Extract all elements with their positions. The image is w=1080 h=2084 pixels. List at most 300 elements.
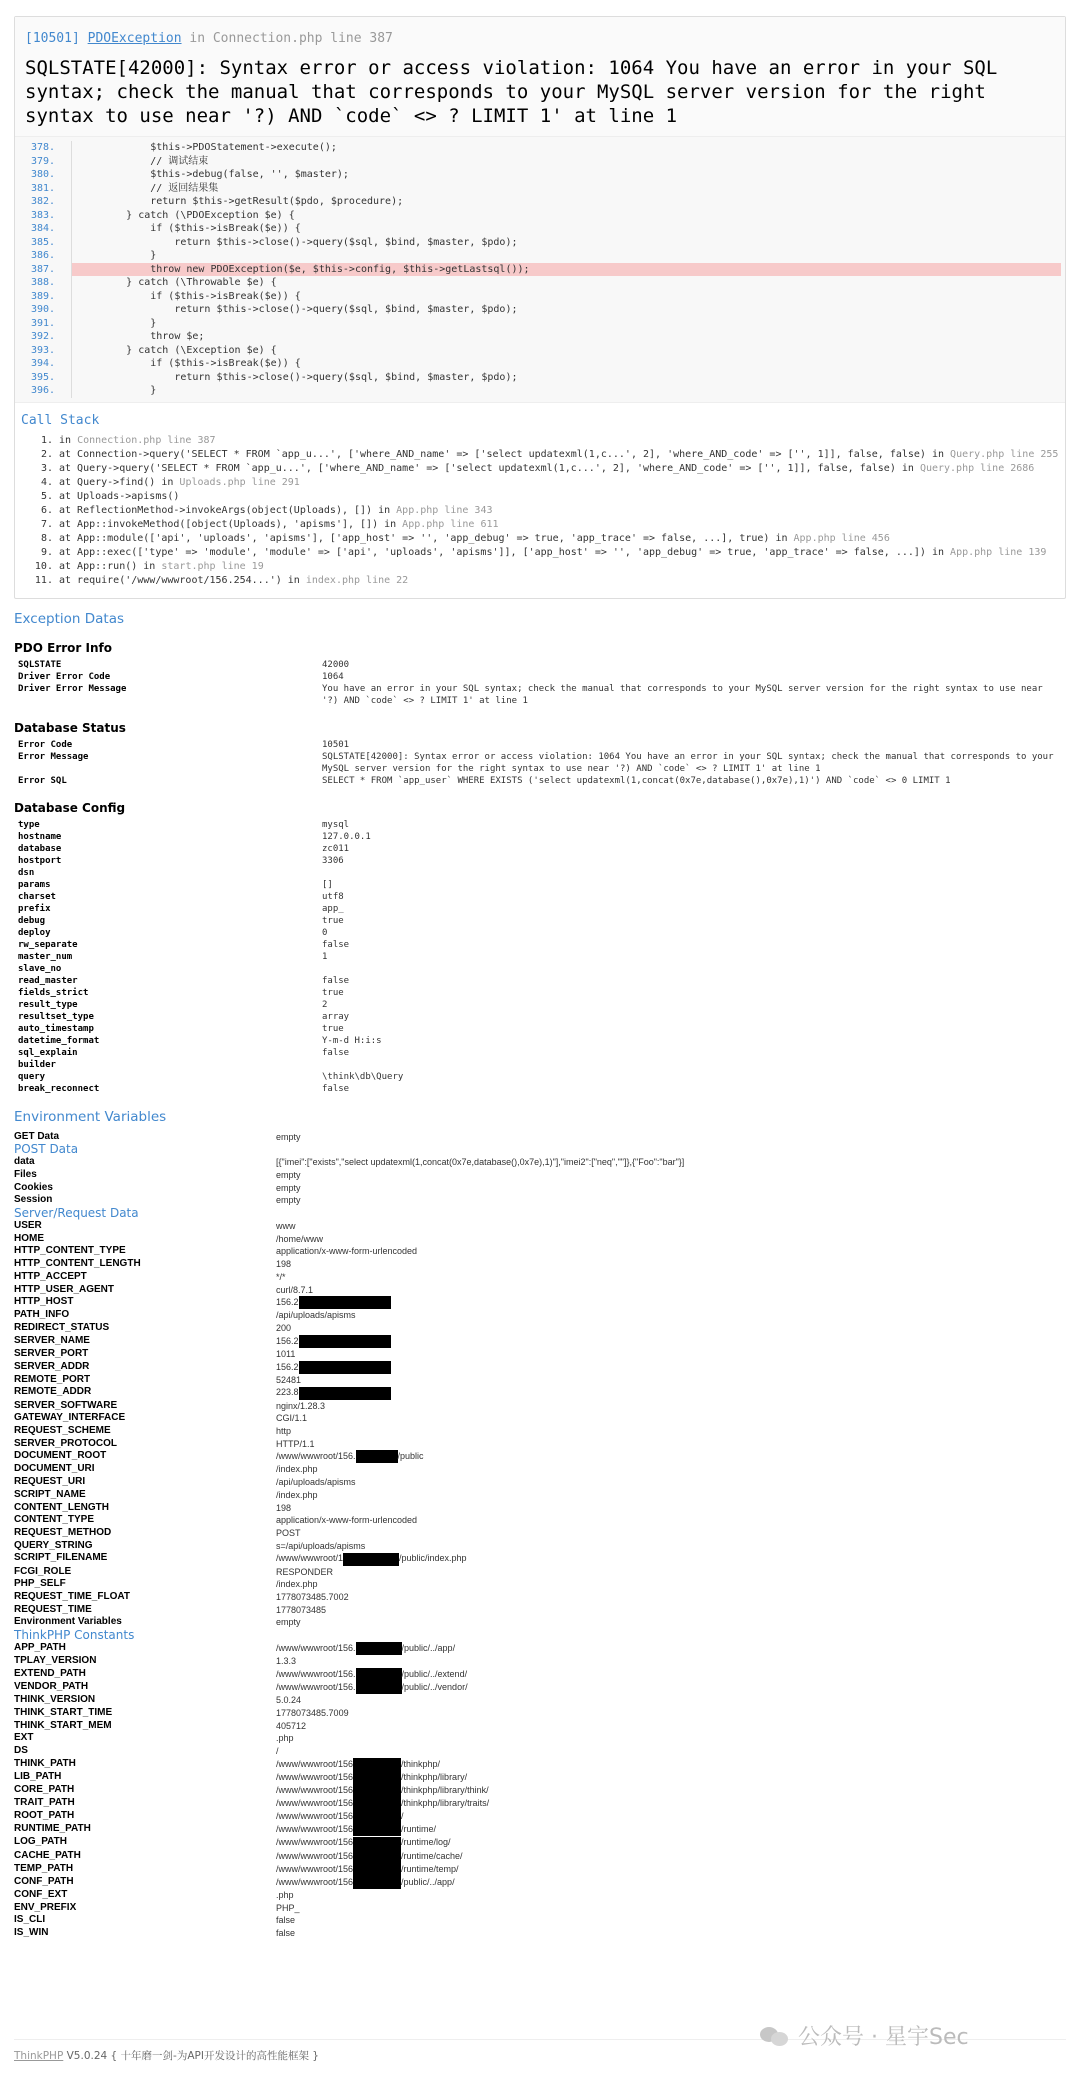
line-number: 396. — [31, 385, 56, 396]
table-row — [14, 1552, 1054, 1565]
row-value — [322, 1059, 1058, 1071]
env-key: TPLAY_VERSION — [14, 1655, 97, 1667]
table-row — [14, 1784, 1054, 1797]
server-data-caption: Server/Request Data — [14, 1206, 139, 1221]
table-row — [14, 1169, 1054, 1182]
env-value-text: application/x-www-form-urlencoded — [276, 1246, 418, 1257]
row-value: true — [322, 915, 344, 926]
row-key: datetime_format — [18, 1035, 100, 1046]
stack-call: at Query->find() in — [59, 476, 180, 488]
env-key: HTTP_CONTENT_LENGTH — [14, 1258, 141, 1270]
env-value — [276, 1836, 1054, 1849]
table-row — [18, 819, 1058, 831]
row-key: Error Message — [18, 751, 89, 762]
env-value — [276, 1220, 1054, 1233]
redaction-bar — [353, 1810, 401, 1823]
env-value — [276, 1322, 1054, 1335]
source-line — [19, 290, 1061, 304]
table-row — [14, 1927, 1054, 1940]
env-value-text: CGI/1.1 — [276, 1413, 308, 1424]
row-key: builder — [18, 1059, 56, 1070]
env-value-text: /www/wwwroot/156 — [276, 1876, 354, 1887]
source-code — [15, 137, 1065, 403]
row-value: You have an error in your SQL syntax; check the manual that corresponds to your MySQL server version for the right syntax to use near '?) AND `code` <> ? LIMIT 1' at line 1 — [322, 683, 1043, 706]
env-key: IS_CLI — [14, 1914, 46, 1926]
env-value-suffix: /public/../app/ — [401, 1876, 455, 1887]
env-value-text: nginx/1.28.3 — [276, 1400, 326, 1411]
row-key: sql_explain — [18, 1047, 78, 1058]
line-number: 388. — [31, 277, 56, 288]
table-row — [18, 963, 1058, 975]
exception-message: SQLSTATE[42000]: Syntax error or access violation: 1064 You have an error in your SQL syntax; check the manual that corresponds to your MySQL server version for the right syntax to use near '?) AND `code` <> ? LIMIT 1' at line 1 — [25, 57, 998, 127]
table-row — [14, 1438, 1054, 1451]
row-key: Driver Error Message — [18, 683, 127, 694]
env-value — [276, 1463, 1054, 1476]
env-key: REQUEST_URI — [14, 1476, 86, 1488]
table-row — [14, 1732, 1054, 1745]
env-value-text: PHP_ — [276, 1902, 300, 1913]
line-code: // 返回结果集 — [71, 182, 1061, 196]
env-value — [276, 1271, 1054, 1284]
redaction-bar — [353, 1784, 401, 1797]
env-key: DS — [14, 1744, 28, 1756]
source-line — [19, 222, 1061, 236]
row-value: Y-m-d H:i:s — [322, 1035, 382, 1046]
env-key: Environment Variables — [14, 1616, 122, 1628]
row-value — [322, 867, 1058, 879]
source-line — [19, 182, 1061, 196]
line-code: $this->debug(false, '', $master); — [71, 168, 1061, 182]
env-key: SERVER_NAME — [14, 1334, 90, 1346]
env-value-text: /www/wwwroot/156 — [276, 1850, 354, 1861]
env-key: HTTP_CONTENT_TYPE — [14, 1245, 126, 1257]
line-number: 381. — [31, 182, 56, 194]
table-row — [14, 1876, 1054, 1889]
env-value-text: 1778073485.7002 — [276, 1591, 349, 1602]
redaction-bar — [299, 1387, 391, 1400]
line-number: 393. — [31, 344, 56, 356]
redaction-bar — [353, 1837, 401, 1850]
table-row — [14, 1322, 1054, 1335]
source-line — [19, 303, 1061, 317]
env-value-text: /www/wwwroot/156 — [276, 1824, 354, 1835]
list-item — [59, 476, 1059, 490]
table-row — [14, 1655, 1054, 1668]
table-row — [18, 855, 1058, 867]
env-key: THINK_START_MEM — [14, 1719, 112, 1731]
database-status-title: Database Status — [14, 720, 126, 735]
line-number: 392. — [31, 331, 56, 342]
post-data-caption: POST Data — [14, 1142, 79, 1157]
env-key: THINK_START_TIME — [14, 1706, 113, 1718]
stack-call: in — [59, 434, 78, 446]
stack-file: Query.php line 255 — [950, 448, 1059, 460]
table-row — [14, 1694, 1054, 1707]
env-value — [276, 1810, 1054, 1823]
table-row — [18, 671, 1058, 683]
env-value — [276, 1604, 1054, 1617]
env-key: PATH_INFO — [14, 1309, 70, 1321]
row-key: prefix — [18, 903, 51, 914]
source-line — [19, 168, 1061, 182]
env-value-suffix: /thinkphp/library/ — [401, 1771, 468, 1782]
thinkphp-link[interactable]: ThinkPHP — [14, 2050, 64, 2062]
env-key: RUNTIME_PATH — [14, 1823, 91, 1835]
table-row — [14, 1386, 1054, 1399]
row-value: 1 — [322, 951, 328, 962]
env-value-text: /www/wwwroot/156 — [276, 1771, 354, 1782]
env-value-text: curl/8.7.1 — [276, 1284, 314, 1295]
row-key: charset — [18, 891, 56, 902]
env-value-text: / — [276, 1745, 279, 1756]
env-value-text: 156.2 — [276, 1297, 299, 1308]
env-value-text: .php — [276, 1733, 294, 1744]
table-row — [14, 1476, 1054, 1489]
table-row — [14, 1707, 1054, 1720]
table-row — [18, 1035, 1058, 1047]
stack-file: App.php line 139 — [950, 546, 1047, 558]
env-value-text: /home/www — [276, 1233, 324, 1244]
env-value — [276, 1258, 1054, 1271]
table-row — [14, 1681, 1054, 1694]
env-key: VENDOR_PATH — [14, 1681, 89, 1692]
source-line — [19, 384, 1061, 398]
env-value-text: empty — [276, 1195, 301, 1206]
env-value — [276, 1681, 1054, 1694]
env-value — [276, 1309, 1054, 1322]
stack-call: at App::run() in — [59, 560, 162, 572]
stack-call: at Connection->query('SELECT * FROM `app_u...', ['where_AND_name' => ['select updatexml(1,c...', 2], 'where_AND_code' => ['', 1]], false, false) in — [59, 448, 951, 460]
footer-text: V5.0.24 { 十年磨一剑-为API开发设计的高性能框架 } — [63, 2050, 319, 2062]
env-value-text: 1.3.3 — [276, 1656, 297, 1667]
table-row — [14, 1616, 1054, 1629]
line-number: 383. — [31, 209, 56, 221]
env-value-suffix: /thinkphp/ — [401, 1758, 441, 1769]
table-row — [18, 915, 1058, 927]
source-line — [19, 141, 1061, 155]
redaction-bar — [356, 1450, 398, 1463]
line-code: } — [71, 384, 1061, 398]
table-row — [14, 1348, 1054, 1361]
env-value — [276, 1156, 1054, 1169]
redaction-bar — [353, 1797, 401, 1810]
env-value — [276, 1694, 1054, 1707]
table-row — [14, 1566, 1054, 1579]
row-value: false — [322, 1083, 350, 1094]
env-value — [276, 1438, 1054, 1451]
env-value-text: 200 — [276, 1323, 292, 1334]
table-row — [18, 1023, 1058, 1035]
row-key: rw_separate — [18, 939, 78, 950]
env-value — [276, 1720, 1054, 1733]
env-value — [276, 1566, 1054, 1579]
table-row — [18, 999, 1058, 1011]
env-value — [276, 1578, 1054, 1591]
env-key: Files — [14, 1168, 37, 1180]
env-value — [276, 1655, 1054, 1668]
env-key: CACHE_PATH — [14, 1849, 81, 1861]
env-value — [276, 1540, 1054, 1553]
source-line — [19, 195, 1061, 209]
env-value-text: 1778073485 — [276, 1604, 327, 1615]
table-row — [14, 1889, 1054, 1902]
env-value — [276, 1927, 1054, 1940]
table-row — [14, 1412, 1054, 1425]
source-line — [19, 371, 1061, 385]
list-item — [59, 518, 1059, 532]
database-config-title: Database Config — [14, 800, 126, 815]
env-value-text: /www/wwwroot/156 — [276, 1811, 354, 1822]
stack-call: at Uploads->apisms() — [59, 490, 180, 502]
post-data-table — [14, 1156, 1054, 1207]
table-row — [14, 1591, 1054, 1604]
env-value — [276, 1889, 1054, 1902]
row-key: hostport — [18, 855, 62, 866]
list-item — [59, 490, 1059, 504]
env-value — [276, 1489, 1054, 1502]
row-key: deploy — [18, 927, 51, 938]
redaction-bar — [343, 1553, 399, 1566]
table-row — [14, 1220, 1054, 1233]
table-row — [14, 1720, 1054, 1733]
env-value — [276, 1850, 1054, 1863]
exception-datas-title: Exception Datas — [14, 610, 124, 627]
env-value-text: false — [276, 1915, 296, 1926]
env-key: THINK_VERSION — [14, 1694, 96, 1706]
redaction-bar — [353, 1876, 401, 1889]
call-stack-list — [21, 434, 1059, 588]
table-row — [14, 1604, 1054, 1617]
env-value — [276, 1823, 1054, 1836]
table-row — [14, 1309, 1054, 1322]
stack-file: App.php line 456 — [793, 532, 890, 544]
env-key: CONF_EXT — [14, 1888, 68, 1900]
list-item — [59, 504, 1059, 518]
env-value-text: /www/wwwroot/156 — [276, 1837, 354, 1848]
table-row — [18, 867, 1058, 879]
env-key: CONF_PATH — [14, 1875, 74, 1887]
exception-class-link[interactable]: PDOException — [87, 31, 182, 46]
row-key: Error SQL — [18, 775, 67, 786]
row-key: query — [18, 1071, 46, 1082]
env-key: IS_WIN — [14, 1927, 49, 1938]
redaction-bar — [353, 1758, 401, 1771]
redaction-bar — [299, 1335, 391, 1348]
line-number: 394. — [31, 358, 56, 369]
row-value: \think\db\Query — [322, 1071, 404, 1082]
env-key: SERVER_SOFTWARE — [14, 1399, 118, 1411]
env-value-text: HTTP/1.1 — [276, 1438, 315, 1449]
line-code: } catch (\PDOException $e) { — [71, 209, 1061, 223]
row-value: false — [322, 939, 350, 950]
table-row — [18, 879, 1058, 891]
row-key: result_type — [18, 999, 78, 1010]
call-stack — [15, 403, 1065, 598]
env-value — [276, 1348, 1054, 1361]
table-row — [14, 1668, 1054, 1681]
env-value — [276, 1514, 1054, 1527]
env-value-text: 223.8 — [276, 1387, 299, 1398]
table-row — [18, 975, 1058, 987]
env-value-suffix: /runtime/log/ — [401, 1837, 451, 1848]
line-number: 387. — [31, 263, 56, 275]
table-row — [18, 1011, 1058, 1023]
thinkphp-constants-caption: ThinkPHP Constants — [14, 1628, 135, 1643]
env-value-text: empty — [276, 1617, 301, 1628]
table-row — [14, 1514, 1054, 1527]
env-key: DOCUMENT_URI — [14, 1463, 95, 1475]
table-row — [14, 1758, 1054, 1771]
table-row — [14, 1745, 1054, 1758]
env-key: CONTENT_TYPE — [14, 1514, 95, 1526]
env-value-text: /api/uploads/apisms — [276, 1310, 356, 1321]
env-key: THINK_PATH — [14, 1757, 76, 1769]
exception-location — [25, 31, 1055, 46]
line-code: } — [71, 317, 1061, 331]
thinkphp-constants-table — [14, 1642, 1054, 1940]
stack-file: Uploads.php line 291 — [179, 476, 300, 488]
source-line — [19, 317, 1061, 331]
env-key: HTTP_ACCEPT — [14, 1270, 87, 1282]
line-number: 391. — [31, 317, 56, 329]
table-row — [14, 1850, 1054, 1863]
env-value-text: RESPONDER — [276, 1566, 334, 1577]
table-row — [14, 1540, 1054, 1553]
row-key: type — [18, 819, 40, 830]
row-value: 2 — [322, 999, 328, 1010]
row-value: 3306 — [322, 855, 344, 866]
row-key: read_master — [18, 975, 78, 986]
env-value-text: 156.2 — [276, 1361, 299, 1372]
row-key: master_num — [18, 951, 73, 962]
table-row — [14, 1642, 1054, 1655]
table-row — [18, 831, 1058, 843]
table-row — [14, 1361, 1054, 1374]
row-value: [] — [322, 879, 333, 890]
env-key: TEMP_PATH — [14, 1862, 74, 1874]
env-key: DOCUMENT_ROOT — [14, 1450, 107, 1462]
env-value-text: /index.php — [276, 1464, 318, 1475]
env-value — [276, 1233, 1054, 1246]
table-row — [14, 1836, 1054, 1849]
env-key: GET Data — [14, 1130, 60, 1142]
env-value — [276, 1876, 1054, 1889]
env-value-text: 1778073485.7009 — [276, 1707, 349, 1718]
list-item — [59, 560, 1059, 574]
env-value-text: [{"imei":["exists","select updatexml(1,concat(0x7e,database(),0x7e),1)"],"imei2":["neq",""]},{"Foo":"bar"}] — [276, 1157, 685, 1168]
env-value-text: 198 — [276, 1502, 292, 1513]
env-value-text: /www/wwwroot/156. — [276, 1451, 356, 1462]
line-code: return $this->close()->query($sql, $bind, $master, $pdo); — [71, 236, 1061, 250]
env-value — [276, 1169, 1054, 1182]
env-key: SERVER_ADDR — [14, 1360, 90, 1372]
line-code: } catch (\Exception $e) { — [71, 344, 1061, 358]
env-value-suffix: /runtime/ — [401, 1824, 437, 1835]
redaction-bar — [353, 1771, 401, 1784]
env-key: REQUEST_SCHEME — [14, 1424, 111, 1436]
row-value: 10501 — [322, 739, 350, 750]
env-value — [276, 1863, 1054, 1876]
table-row — [14, 1863, 1054, 1876]
env-key: CORE_PATH — [14, 1783, 75, 1795]
row-value: false — [322, 1047, 350, 1058]
row-value: 0 — [322, 927, 328, 938]
env-value-suffix: /public/index.php — [399, 1553, 467, 1564]
table-row — [18, 951, 1058, 963]
env-key: EXTEND_PATH — [14, 1667, 86, 1679]
env-value — [276, 1194, 1054, 1207]
line-code: // 调试结束 — [71, 155, 1061, 169]
env-key: ROOT_PATH — [14, 1810, 75, 1822]
redaction-bar — [299, 1296, 391, 1309]
env-value-text: /www/wwwroot/156. — [276, 1668, 356, 1679]
table-row — [18, 891, 1058, 903]
env-value-suffix: /runtime/cache/ — [401, 1850, 463, 1861]
get-data-table — [14, 1131, 1054, 1144]
redaction-bar — [353, 1850, 401, 1863]
env-key: EXT — [14, 1732, 34, 1744]
line-code: if ($this->isBreak($e)) { — [71, 357, 1061, 371]
pdo-error-info-title: PDO Error Info — [14, 640, 112, 655]
env-key: APP_PATH — [14, 1642, 66, 1654]
env-value — [276, 1245, 1054, 1258]
table-row — [14, 1284, 1054, 1297]
redaction-bar — [299, 1361, 391, 1374]
env-value-text: empty — [276, 1169, 301, 1180]
list-item — [59, 448, 1059, 462]
env-value-text: s=/api/uploads/apisms — [276, 1540, 366, 1551]
redaction-bar — [356, 1668, 402, 1681]
line-number: 380. — [31, 169, 56, 180]
env-value-text: /www/wwwroot/156. — [276, 1643, 356, 1654]
list-item — [59, 546, 1059, 560]
row-value: 127.0.0.1 — [322, 831, 371, 842]
env-value — [276, 1616, 1054, 1629]
row-value: false — [322, 975, 350, 986]
line-code: if ($this->isBreak($e)) { — [71, 290, 1061, 304]
row-key: hostname — [18, 831, 62, 842]
env-value-text: 156.2 — [276, 1335, 299, 1346]
table-row — [14, 1194, 1054, 1207]
env-value-text: 405712 — [276, 1720, 307, 1731]
env-key: GATEWAY_INTERFACE — [14, 1412, 126, 1424]
source-line — [19, 357, 1061, 371]
env-key: Cookies — [14, 1181, 53, 1193]
env-key: HOME — [14, 1232, 44, 1244]
env-key: REDIRECT_STATUS — [14, 1322, 110, 1334]
table-row — [14, 1271, 1054, 1284]
source-line — [19, 276, 1061, 290]
source-line — [19, 344, 1061, 358]
line-number: 382. — [31, 196, 56, 207]
env-value — [276, 1642, 1054, 1655]
env-key: REMOTE_PORT — [14, 1373, 91, 1385]
table-row — [14, 1296, 1054, 1309]
env-value-text: /index.php — [276, 1579, 318, 1590]
table-row — [14, 1182, 1054, 1195]
env-value-text: false — [276, 1928, 296, 1938]
in-text: in — [181, 31, 213, 46]
table-row — [14, 1450, 1054, 1463]
env-value — [276, 1732, 1054, 1745]
line-number: 390. — [31, 304, 56, 315]
env-value-text: 1011 — [276, 1348, 296, 1359]
row-key: Driver Error Code — [18, 671, 111, 682]
table-row — [14, 1489, 1054, 1502]
stack-file: Query.php line 2686 — [919, 462, 1035, 474]
line-number: 378. — [31, 142, 56, 153]
database-config-table — [18, 819, 1058, 1095]
